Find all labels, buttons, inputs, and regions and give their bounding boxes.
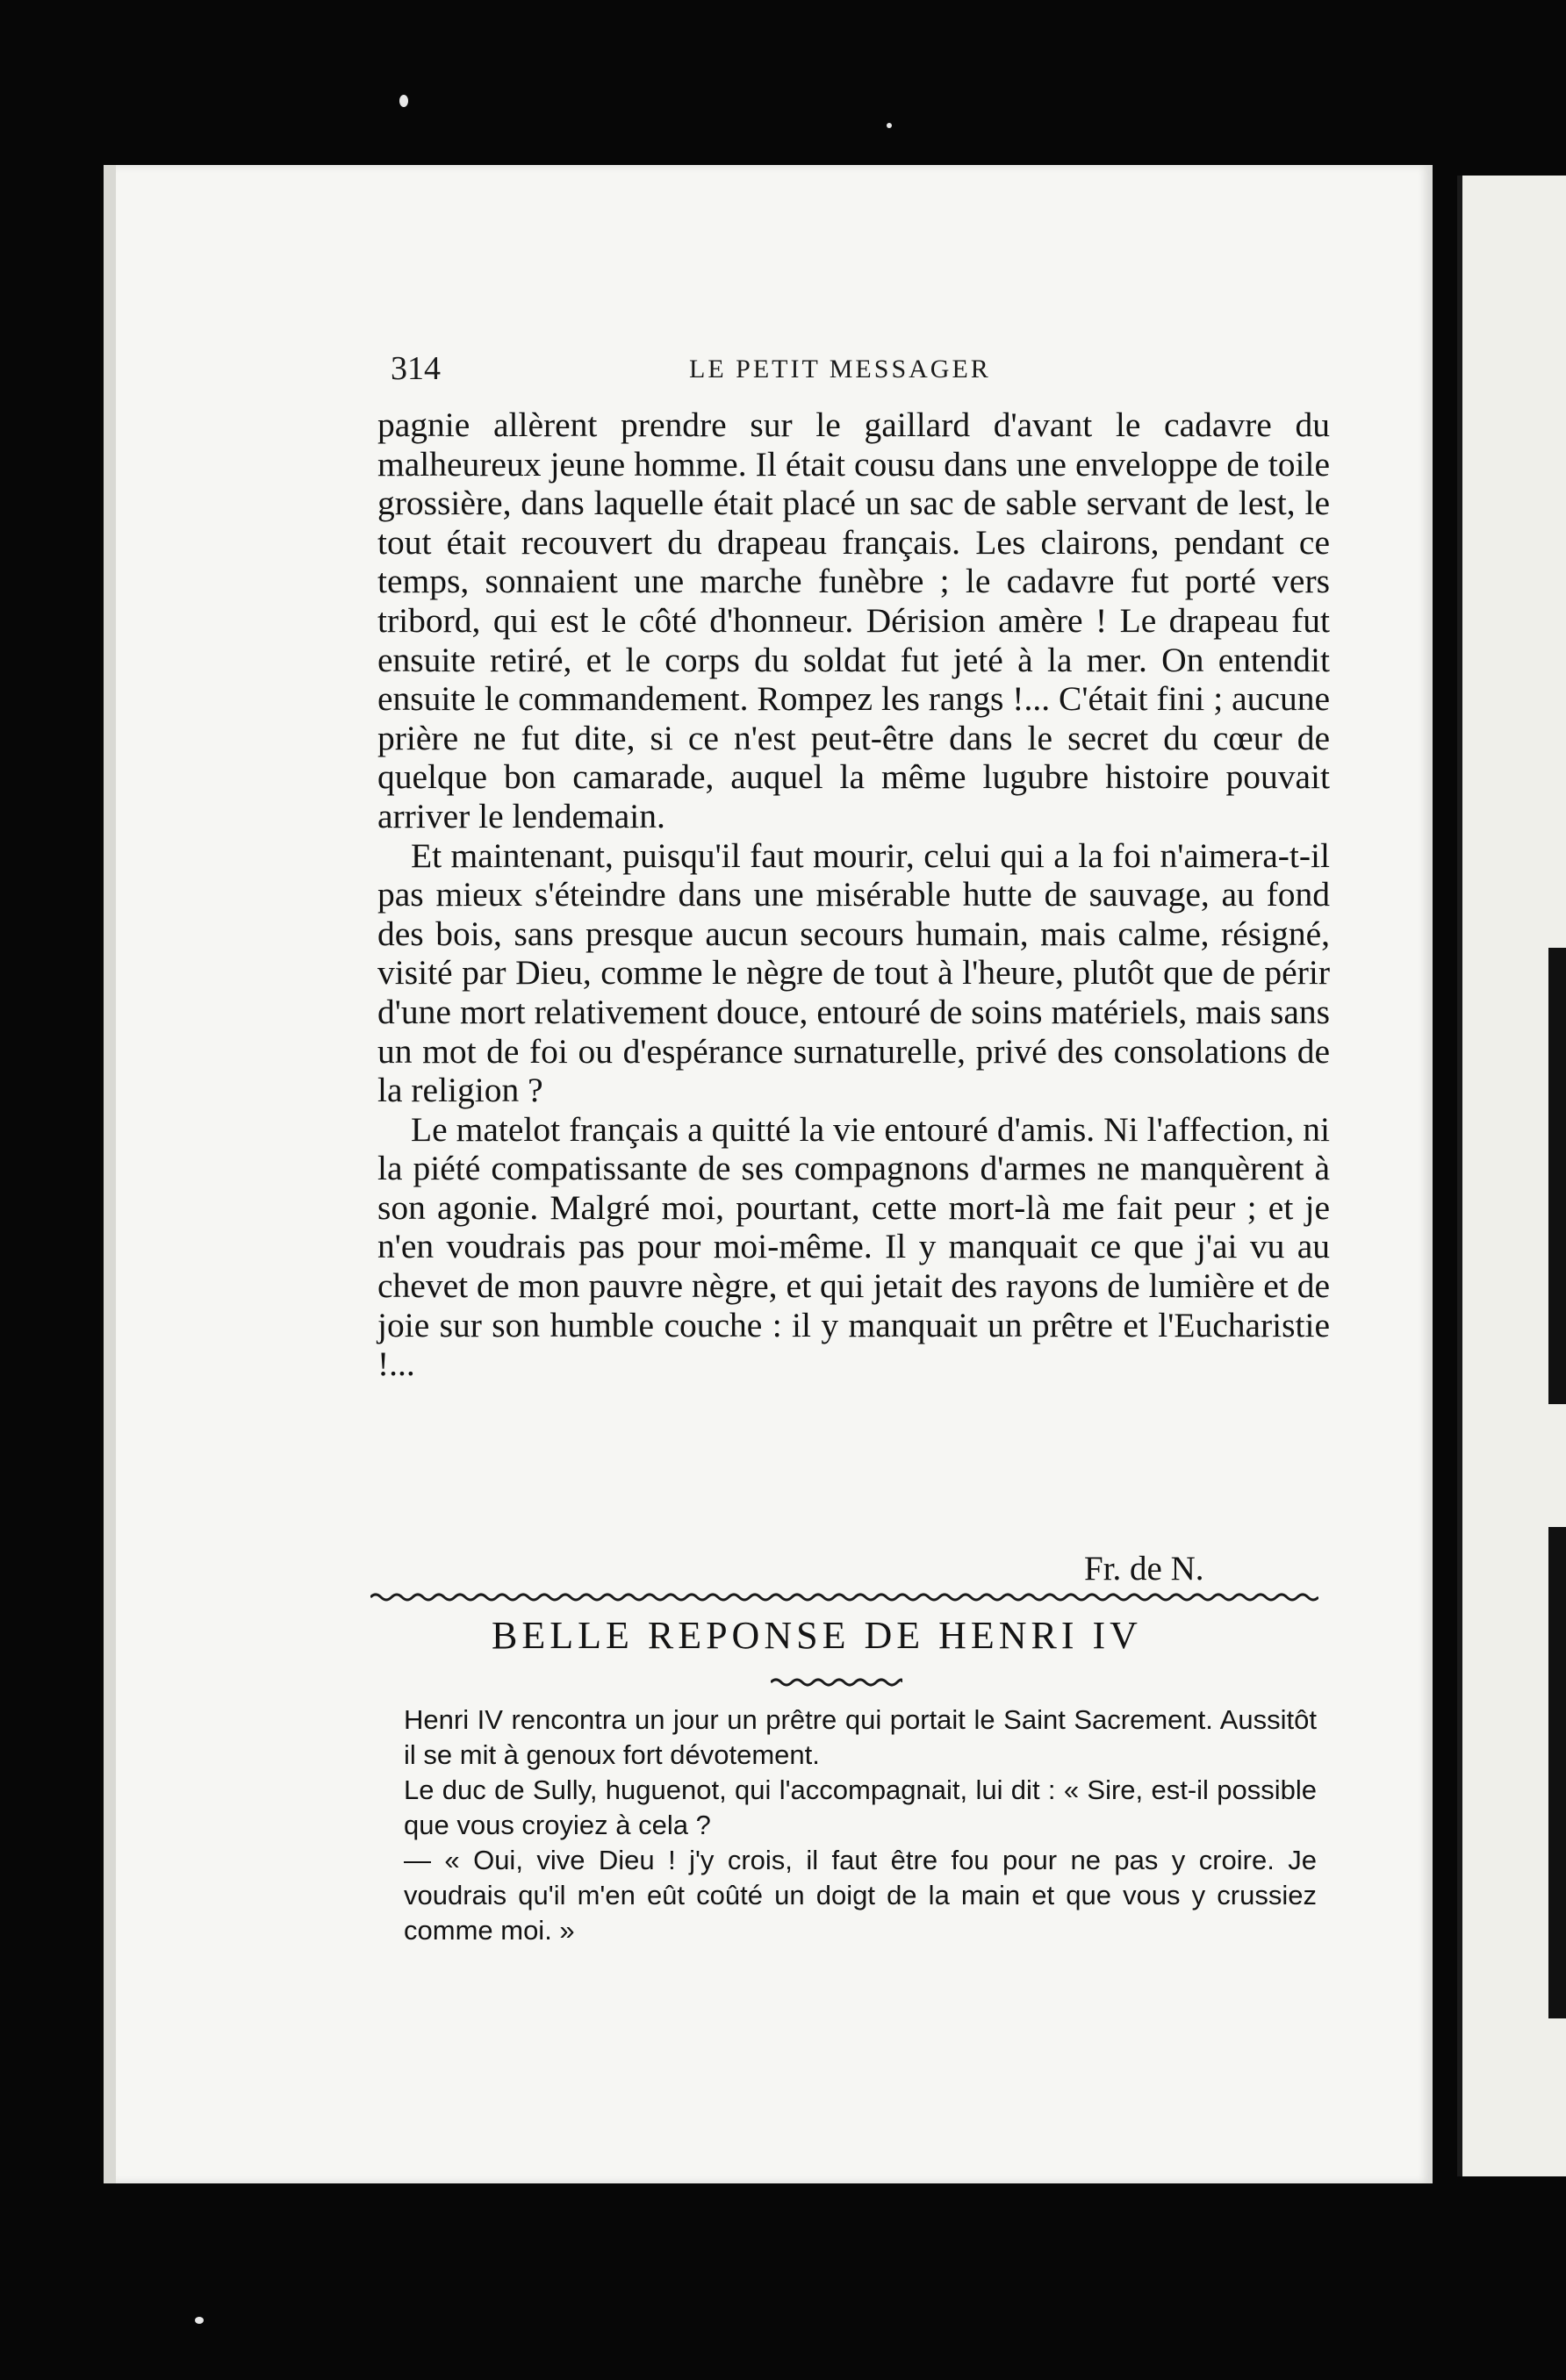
article-body — [377, 405, 1330, 1384]
paragraph: Henri IV rencontra un jour un prêtre qui portait le Saint Sacrement. Aussitôt il se mit à genoux fort dévotement. — [404, 1704, 1317, 1770]
wavy-divider — [370, 1588, 1318, 1606]
scan-speck — [195, 2317, 204, 2324]
scan-speck — [399, 95, 408, 107]
paragraph: Et maintenant, puisqu'il faut mourir, celui qui a la foi n'aimera-t-il pas mieux s'éteindre dans une misérable hutte de sauvage, au fond des bois, sans presque aucun secours humain, mais calme, résigné, visité par Dieu, comme le nègre de tout à l'heure, plutôt que de périr d'une mort relativement douce, entouré de soins matériels, mais sans un mot de foi ou d'espérance surnaturelle, privé des consolations de la religion ? — [377, 835, 1330, 1110]
section-title: BELLE REPONSE DE HENRI IV — [492, 1614, 1142, 1657]
paragraph: Le matelot français a quitté la vie entouré d'amis. Ni l'affection, ni la piété compatissante de ses compagnons d'armes ne manquèrent à son agonie. Malgré moi, pourtant, cette mort-là me fait peur ; et je n'en voudrais pas pour moi-même. Il y manquait ce que j'ai vu au chevet de mon pauvre nègre, et qui jetait des rayons de lumière et de joie sur son humble couche : il y manquait un prêtre et l'Eucharistie !... — [377, 1109, 1330, 1384]
page-number: 314 — [391, 350, 441, 387]
paragraph: pagnie allèrent prendre sur le gaillard d'avant le cadavre du malheureux jeune homme. Il était cousu dans une enveloppe de toile grossière, dans laquelle était placé un sac de sable servant de lest, le tout était recouvert du drapeau français. Les clairons, pendant ce temps, sonnaient une marche funèbre ; le cadavre fut porté vers tribord, qui est le côté d'honneur. Dérision amère ! Le drapeau fut ensuite retiré, et le corps du soldat fut jeté à la mer. On entendit ensuite le commandement. Rompez les rangs !... C'était fini ; aucune prière ne fut dite, si ce n'est peut-être dans le secret du cœur de quelque bon camarade, auquel la même lugubre histoire pouvait arriver le lendemain. — [377, 405, 1330, 835]
paragraph: Le duc de Sully, huguenot, qui l'accompagnait, lui dit : « Sire, est-il possible que vous croyiez à cela ? — [404, 1774, 1317, 1840]
signature: Fr. de N. — [1084, 1550, 1204, 1588]
header-title: LE PETIT MESSAGER — [689, 355, 991, 384]
scan-speck — [887, 123, 892, 128]
running-header — [391, 349, 1321, 388]
ornament-border — [1548, 948, 1566, 1404]
ornament-border — [1548, 1527, 1566, 2018]
title-ornament — [771, 1676, 902, 1688]
anecdote-body — [404, 1703, 1317, 1948]
paragraph: — « Oui, vive Dieu ! j'y crois, il faut être fou pour ne pas y croire. Je voudrais qu'il m'en eût coûté un doigt de la main et que vous y crussiez comme moi. » — [404, 1845, 1317, 1946]
